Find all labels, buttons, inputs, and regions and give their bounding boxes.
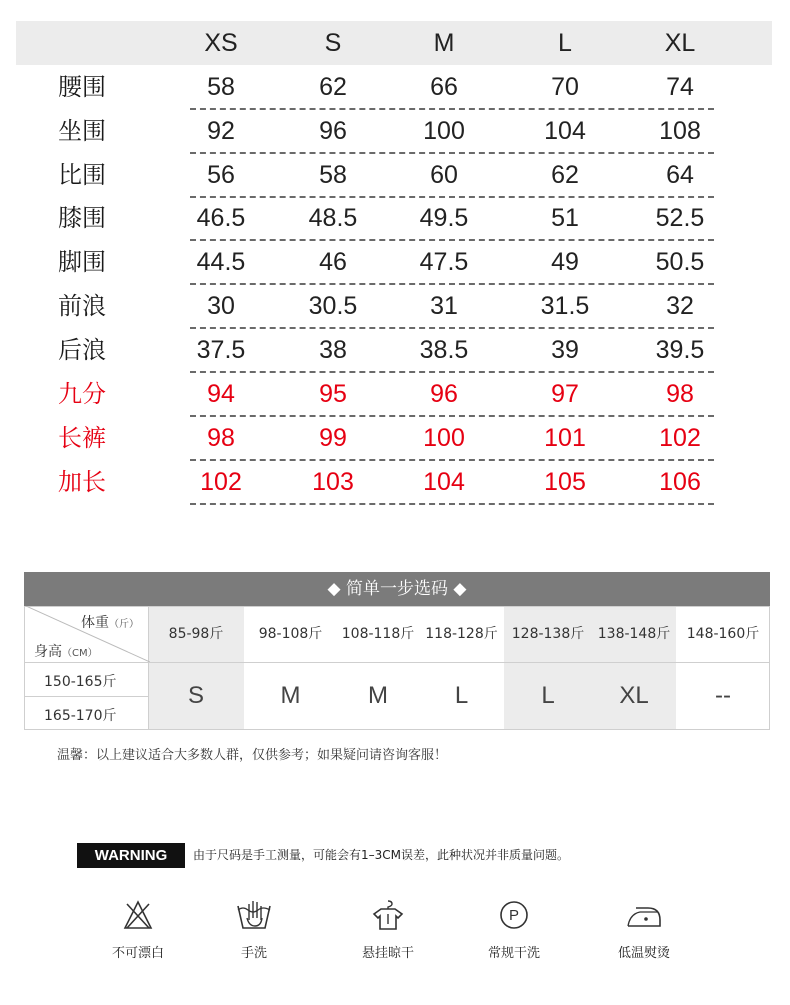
size-value-cell: 48.5 <box>308 204 358 232</box>
size-row <box>0 372 790 416</box>
size-value-cell: 102 <box>659 424 701 452</box>
size-value-cell: 101 <box>544 424 586 452</box>
height-row-label: 165-170斤 <box>44 708 117 724</box>
size-value-cell: 51 <box>551 204 579 232</box>
weight-column <box>592 606 676 730</box>
weight-column <box>244 606 337 730</box>
size-row-label: 比围 <box>58 161 106 189</box>
size-value-cell: 98 <box>666 380 694 408</box>
size-value-cell: 97 <box>551 380 579 408</box>
tip-text: 温馨：以上建议适合大多数人群，仅供参考；如果疑问请咨询客服！ <box>57 748 448 763</box>
size-value-cell: 44.5 <box>196 248 246 276</box>
size-value-cell: 94 <box>207 380 235 408</box>
size-value-cell: 100 <box>423 424 465 452</box>
recommended-size: L <box>541 682 555 709</box>
size-value-cell: 38.5 <box>419 336 469 364</box>
size-row <box>0 240 790 284</box>
size-value-cell: 49 <box>551 248 579 276</box>
size-value-cell: 50.5 <box>655 248 705 276</box>
size-row-label: 腰围 <box>58 73 106 101</box>
size-value-cell: 66 <box>430 73 458 101</box>
size-value-cell: 47.5 <box>419 248 469 276</box>
size-value-cell: 60 <box>430 161 458 189</box>
size-row-label: 坐围 <box>58 117 106 145</box>
size-value-cell: 46 <box>319 248 347 276</box>
weight-range-header: 138-148斤 <box>597 626 671 642</box>
weight-column <box>676 606 770 730</box>
size-value-cell: 49.5 <box>419 204 469 232</box>
grid-line <box>24 729 770 730</box>
size-value-cell: 108 <box>659 117 701 145</box>
grid-line <box>24 662 770 663</box>
size-column-header: M <box>433 29 455 57</box>
size-row-label: 脚围 <box>58 248 106 276</box>
size-row <box>0 416 790 460</box>
size-row <box>0 284 790 328</box>
height-row-label: 150-165斤 <box>44 674 117 690</box>
size-row <box>0 328 790 372</box>
size-value-cell: 106 <box>659 468 701 496</box>
row-divider <box>190 503 714 505</box>
no-bleach-icon <box>121 898 155 932</box>
weight-label: 体重 <box>81 615 109 631</box>
size-value-cell: 39.5 <box>655 336 705 364</box>
size-column-header: XL <box>664 29 696 57</box>
care-label: 手洗 <box>240 946 267 961</box>
svg-text:P: P <box>508 907 520 924</box>
size-value-cell: 92 <box>207 117 235 145</box>
care-item <box>464 898 564 961</box>
size-value-cell: 104 <box>423 468 465 496</box>
size-value-cell: 58 <box>207 73 235 101</box>
size-row-label: 长裤 <box>58 424 106 452</box>
height-label: 身高 <box>34 644 62 660</box>
weight-header <box>81 612 139 632</box>
size-value-cell: 37.5 <box>196 336 246 364</box>
recommended-size: M <box>280 682 301 709</box>
recommended-size: S <box>187 682 204 709</box>
size-value-cell: 30 <box>207 292 235 320</box>
weight-range-header: 128-138斤 <box>511 626 585 642</box>
size-value-cell: 104 <box>544 117 586 145</box>
size-row-label: 九分 <box>58 380 106 408</box>
grid-line <box>24 696 148 697</box>
size-row <box>0 196 790 240</box>
weight-range-header: 148-160斤 <box>686 626 760 642</box>
weight-range-header: 118-128斤 <box>425 626 498 642</box>
care-label: 不可漂白 <box>111 946 164 961</box>
size-value-cell: 74 <box>666 73 694 101</box>
size-value-cell: 30.5 <box>308 292 358 320</box>
size-value-cell: 103 <box>312 468 354 496</box>
size-value-cell: 52.5 <box>655 204 705 232</box>
grid-line <box>24 606 25 730</box>
recommended-size: M <box>368 682 388 709</box>
weight-column <box>148 606 244 730</box>
care-item <box>204 898 304 961</box>
size-row <box>0 153 790 197</box>
size-value-cell: 95 <box>319 380 347 408</box>
care-label: 常规干洗 <box>487 946 540 961</box>
size-value-cell: 38 <box>319 336 347 364</box>
size-value-cell: 31.5 <box>540 292 590 320</box>
weight-column <box>504 606 592 730</box>
weight-column <box>419 606 504 730</box>
dry-clean-p-icon <box>497 898 531 932</box>
size-row <box>0 65 790 109</box>
hand-wash-icon <box>235 898 273 932</box>
size-row-label: 前浪 <box>58 292 106 320</box>
care-item <box>594 898 694 961</box>
weight-column <box>337 606 419 730</box>
size-value-cell: 96 <box>430 380 458 408</box>
height-header <box>34 641 98 661</box>
size-value-cell: 58 <box>319 161 347 189</box>
hang-dry-icon <box>370 898 406 932</box>
size-value-cell: 70 <box>551 73 579 101</box>
size-value-cell: 56 <box>207 161 235 189</box>
care-label: 悬挂晾干 <box>361 946 414 961</box>
recommended-size: L <box>454 682 469 709</box>
height-unit: （CM） <box>62 648 98 659</box>
size-row-label: 后浪 <box>58 336 106 364</box>
low-iron-icon <box>624 898 664 932</box>
size-row-label: 加长 <box>58 468 106 496</box>
size-row-label: 膝围 <box>58 204 106 232</box>
size-column-header: XS <box>204 29 238 57</box>
size-column-header: S <box>324 29 342 57</box>
weight-range-header: 108-118斤 <box>341 626 415 642</box>
size-value-cell: 64 <box>666 161 694 189</box>
quick-select-title: ◆ 简单一步选码 ◆ <box>24 572 770 606</box>
size-value-cell: 96 <box>319 117 347 145</box>
size-row <box>0 109 790 153</box>
care-item <box>88 898 188 961</box>
size-value-cell: 39 <box>551 336 579 364</box>
size-column-header: L <box>558 29 572 57</box>
size-value-cell: 105 <box>544 468 586 496</box>
size-value-cell: 98 <box>207 424 235 452</box>
grid-line <box>769 606 770 730</box>
weight-range-header: 98-108斤 <box>258 626 323 642</box>
size-row <box>0 460 790 504</box>
warning-text: 由于尺码是手工测量，可能会有1–3CM误差，此种状况并非质量问题。 <box>193 848 570 862</box>
size-value-cell: 102 <box>200 468 242 496</box>
size-value-cell: 46.5 <box>196 204 246 232</box>
size-value-cell: 99 <box>319 424 347 452</box>
weight-range-header: 85-98斤 <box>168 626 224 642</box>
recommended-size: XL <box>619 682 649 709</box>
warning-badge: WARNING <box>77 843 185 868</box>
care-label: 低温熨烫 <box>617 946 670 961</box>
care-item <box>338 898 438 961</box>
size-value-cell: 32 <box>666 292 694 320</box>
size-value-cell: 100 <box>423 117 465 145</box>
weight-unit: （斤） <box>109 619 139 630</box>
size-value-cell: 31 <box>430 292 458 320</box>
size-value-cell: 62 <box>551 161 579 189</box>
recommended-size: -- <box>715 682 731 709</box>
size-value-cell: 62 <box>319 73 347 101</box>
